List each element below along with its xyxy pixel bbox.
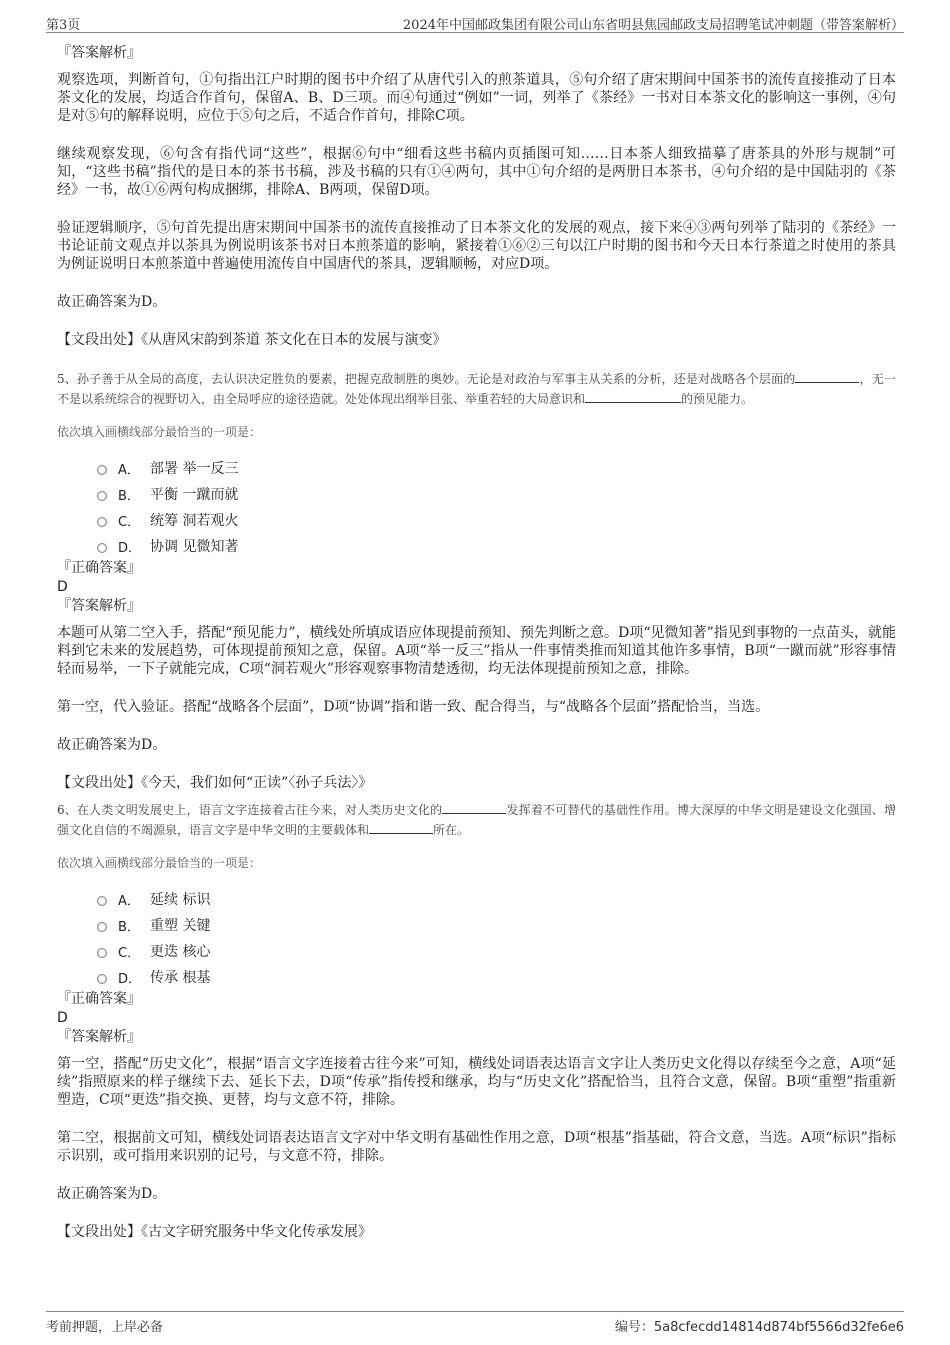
radio-icon[interactable]	[97, 948, 107, 958]
q6-analysis-paragraph: 第二空，根据前文可知，横线处词语表达语言文字对中华文明有基础性作用之意，D项“根基”指基础，符合文意，当选。A项“标识”指标示识别，或可指用来识别的记号，与文意不符，排除。	[57, 1130, 896, 1164]
q5-option-c[interactable]: C． 统筹 洞若观火	[57, 507, 896, 533]
q4-analysis-paragraph: 验证逻辑顺序，⑤句首先提出唐宋期间中国茶书的流传直接推动了日本茶文化的发展的观点，接下来④③两句列举了陆羽的《茶经》一书论证前文观点并以茶具为例说明该茶书对日本煎茶道的影响，紧接着①⑥②三句以江户时期的图书和今天日本行茶道之时使用的茶具为例证说明日本煎茶道中普遍使用流传自中国唐代的茶具，逻辑顺畅，对应D项。	[57, 220, 896, 272]
q6-option-d[interactable]: D． 传承 根基	[57, 964, 896, 990]
page-footer	[46, 1311, 904, 1334]
q4-analysis-label: 『答案解析』	[57, 45, 141, 61]
q6-question-text: 6、在人类文明发展史上，语言文字连接着古往今来，对人类历史文化的 发挥着不可替代的基础性作用。博大深厚的中华文明是建设文化强国、增强文化自信的不竭源泉，语言文字是中华文明的主要载体和 所在。	[57, 803, 896, 837]
radio-icon[interactable]	[97, 896, 107, 906]
q4-analysis-paragraph: 观察选项，判断首句，①句指出江户时期的图书中介绍了从唐代引入的煎茶道具，⑤句介绍了唐宋期间中国茶书的流传直接推动了日本茶文化的发展，均适合作首句，保留A、B、D三项。而④句通过“例如”一词，列举了《茶经》一书对日本茶文化的影响这一事例，④句是对⑤句的解释说明，应位于⑤句之后，不适合作首句，排除C项。	[57, 72, 896, 124]
q4-analysis-paragraph: 继续观察发现，⑥句含有指代词“这些”，根据⑥句中“细看这些书稿内页插图可知……日本茶人细致描摹了唐茶具的外形与规制”可知，“这些书稿”指代的是日本的茶书书稿，涉及书稿的只有①④两句，其中①句介绍的是两册日本茶书，④句介绍的是中国陆羽的《茶经》一书，故①⑥两句构成捆绑，排除A、B两项，保留D项。	[57, 146, 896, 198]
q5-conclusion: 故正确答案为D。	[57, 737, 167, 753]
q5-blank-2	[585, 390, 681, 403]
q6-correct-value: D	[57, 1010, 68, 1026]
q6-correct-label: 『正确答案』	[57, 991, 141, 1007]
q5-option-a[interactable]: A． 部署 举一反三	[57, 455, 896, 481]
document-title: 2024年中国邮政集团有限公司山东省明县焦园邮政支局招聘笔试冲刺题（带答案解析）	[402, 18, 904, 33]
q5-question-text: 5、孙子善于从全局的高度，去认识决定胜负的要素，把握克敌制胜的奥妙。无论是对政治与军事主从关系的分析，还是对战略各个层面的 ，无一不是以系统综合的视野切入，由全局呼应的途径造就。处处体现出纲举目张、举重若轻的大局意识和 的预见能力。	[57, 372, 896, 406]
q5-instruction: 依次填入画横线部分最恰当的一项是：	[57, 425, 262, 439]
q6-source: 【文段出处】《古文字研究服务中华文化传承发展》	[57, 1224, 372, 1240]
radio-icon[interactable]	[97, 974, 107, 984]
q6-analysis-paragraph: 第一空，搭配“历史文化”，根据“语言文字连接着古往今来”可知，横线处词语表达语言文字让人类历史文化得以存续至今之意，A项“延续”指照原来的样子继续下去、延长下去，D项“传承”指传授和继承，均与“历史文化”搭配恰当，且符合文意，保留。B项“重塑”指重新塑造，C项“更迭”指交换、更替，均与文意不符，排除。	[57, 1056, 896, 1108]
radio-icon[interactable]	[97, 517, 107, 527]
page-number: 第3页	[46, 18, 81, 33]
q6-blank-2	[369, 821, 433, 834]
q5-analysis-label: 『答案解析』	[57, 598, 141, 614]
q5-options	[57, 455, 896, 559]
q4-source: 【文段出处】《从唐风宋韵到茶道 茶文化在日本的发展与演变》	[57, 332, 447, 348]
q5-option-b[interactable]: B． 平衡 一蹴而就	[57, 481, 896, 507]
q6-option-b[interactable]: B． 重塑 关键	[57, 912, 896, 938]
q5-option-d[interactable]: D． 协调 见微知著	[57, 533, 896, 559]
radio-icon[interactable]	[97, 922, 107, 932]
q5-correct-value: D	[57, 579, 68, 595]
q6-analysis-label: 『答案解析』	[57, 1029, 141, 1045]
radio-icon[interactable]	[97, 465, 107, 475]
q5-blank-1	[795, 370, 859, 383]
q4-conclusion: 故正确答案为D。	[57, 294, 167, 310]
q5-analysis-paragraph: 第一空，代入验证。搭配“战略各个层面”，D项“协调”指和谐一致、配合得当，与“战略各个层面”搭配恰当，当选。	[57, 699, 770, 715]
q6-blank-1	[442, 801, 506, 814]
q6-conclusion: 故正确答案为D。	[57, 1186, 167, 1202]
q6-option-c[interactable]: C． 更迭 核心	[57, 938, 896, 964]
document-body	[57, 44, 896, 1241]
q6-options	[57, 886, 896, 990]
page-header	[46, 12, 904, 33]
q5-source: 【文段出处】《今天，我们如何“正读”〈孙子兵法〉》	[57, 775, 373, 791]
radio-icon[interactable]	[97, 543, 107, 553]
q5-analysis-paragraph: 本题可从第二空入手，搭配“预见能力”，横线处所填成语应体现提前预知、预先判断之意。D项“见微知著”指见到事物的一点苗头，就能料到它未来的发展趋势，可体现提前预知之意，保留。A项“举一反三”指从一件事情类推而知道其他许多事情，B项“一蹴而就”形容事情轻而易举，一下子就能完成，C项“洞若观火”形容观察事物清楚透彻，均无法体现提前预知之意，排除。	[57, 625, 896, 677]
q6-instruction: 依次填入画横线部分最恰当的一项是：	[57, 856, 262, 870]
q6-option-a[interactable]: A． 延续 标识	[57, 886, 896, 912]
radio-icon[interactable]	[97, 491, 107, 501]
document-code: 编号：5a8cfecdd14814d874bf5566d32fe6e6	[614, 1320, 904, 1335]
footer-slogan: 考前押题，上岸必备	[46, 1320, 164, 1335]
q5-correct-label: 『正确答案』	[57, 560, 141, 576]
